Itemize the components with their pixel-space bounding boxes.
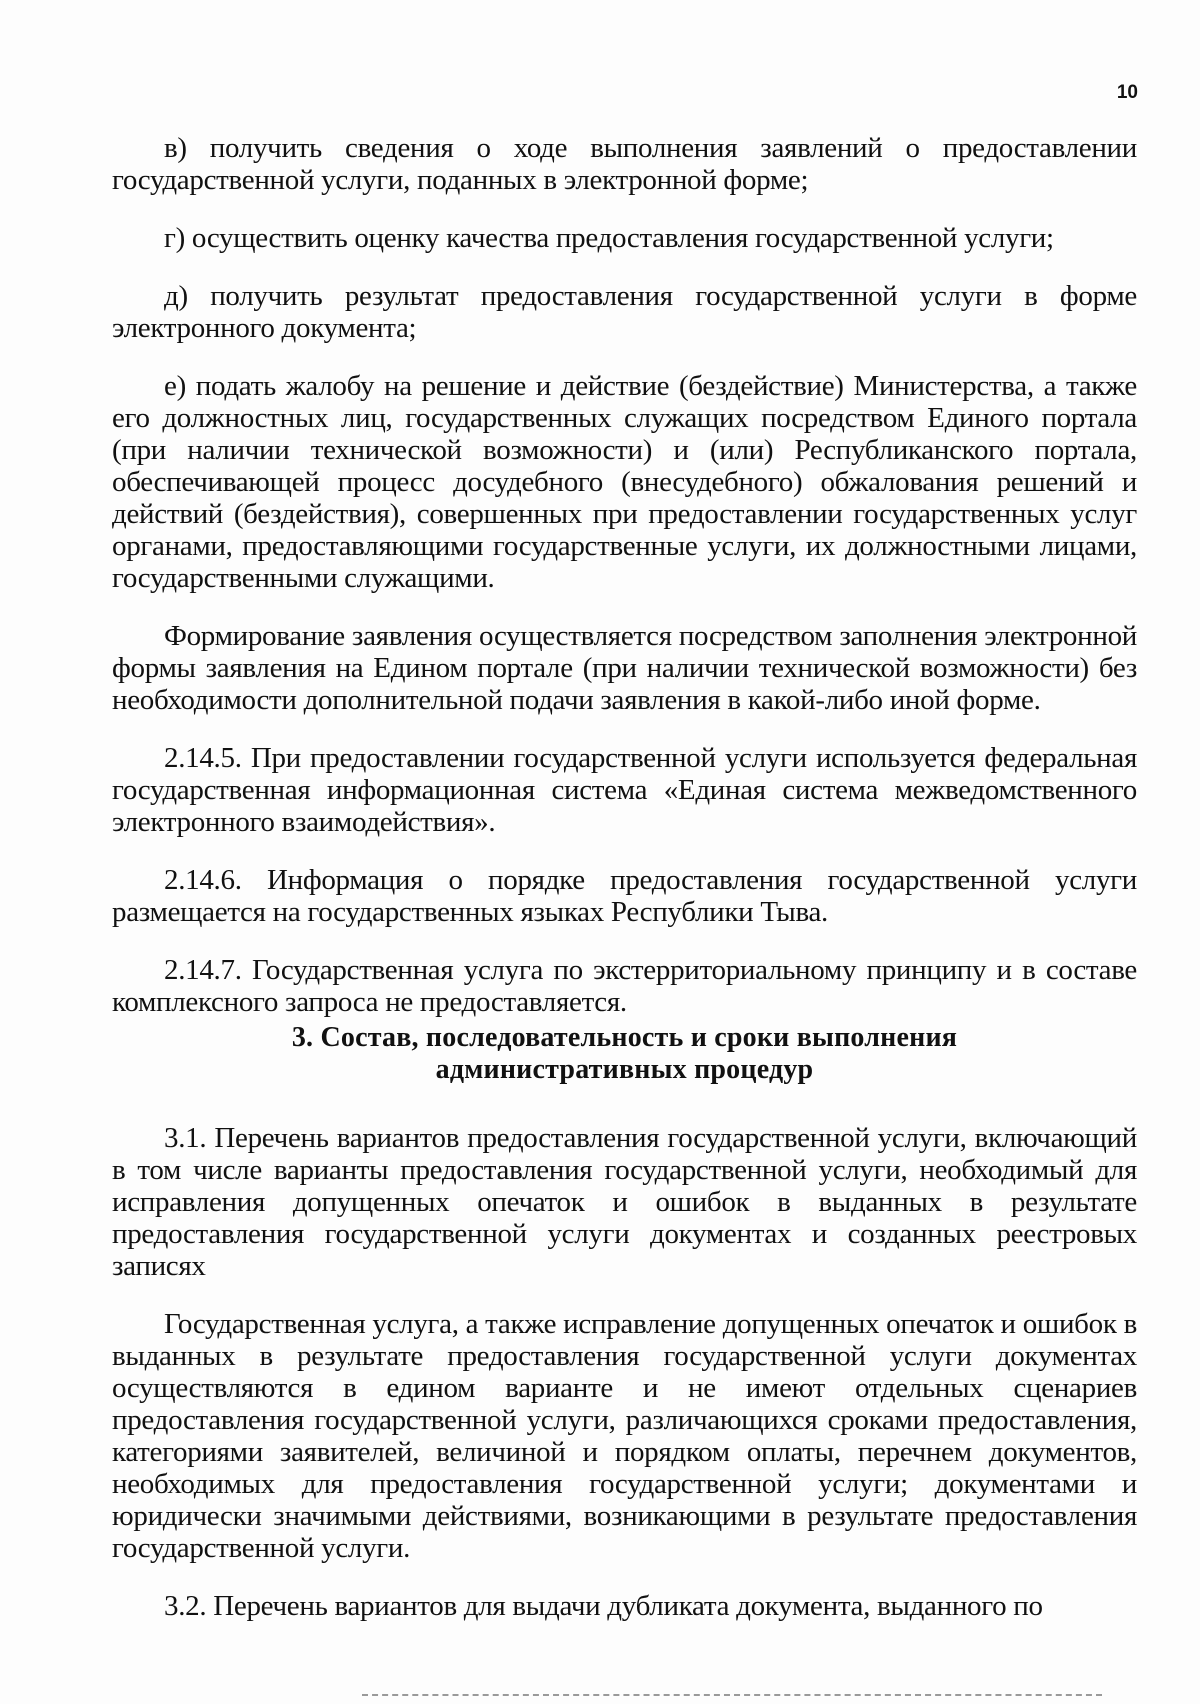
- paragraph-item-v: в) получить сведения о ходе выполнения заявлений о предоставлении государственной услуги, поданных в электронной форме;: [112, 132, 1137, 196]
- paragraph-2-14-6: 2.14.6. Информация о порядке предоставления государственной услуги размещается на государственных языках Республики Тыва.: [112, 864, 1137, 928]
- section-heading-line-1: 3. Состав, последовательность и сроки выполнения: [291, 1022, 958, 1053]
- paragraph-3-1: 3.1. Перечень вариантов предоставления государственной услуги, включающий в том числе варианты предоставления государственной услуги, необходимый для исправления допущенных опечаток и ошибок в выданных в результате предоставления государственной услуги документах и созданных реестровых записях: [112, 1122, 1137, 1282]
- paragraph-item-g: г) осуществить оценку качества предоставления государственной услуги;: [164, 222, 1054, 254]
- section-heading-line-2: административных процедур: [435, 1054, 814, 1085]
- paragraph-2-14-5: 2.14.5. При предоставлении государственной услуги используется федеральная государственная информационная система «Единая система межведомственного электронного взаимодействия».: [112, 742, 1137, 838]
- page-number: 10: [1116, 82, 1138, 103]
- paragraph-3-2: 3.2. Перечень вариантов для выдачи дубликата документа, выданного по: [164, 1590, 1043, 1622]
- paragraph-item-d: д) получить результат предоставления государственной услуги в форме электронного документа;: [112, 280, 1137, 344]
- paragraph-application-form: Формирование заявления осуществляется посредством заполнения электронной формы заявления на Едином портале (при наличии технической возможности) без необходимости дополнительной подачи заявления в какой-либо иной форме.: [112, 620, 1137, 716]
- scan-footer-line: [362, 1694, 1102, 1696]
- paragraph-item-e: е) подать жалобу на решение и действие (бездействие) Министерства, а также его должностных лиц, государственных служащих посредством Единого портала (при наличии технической возможности) и (или) Республиканского портала, обеспечивающей процесс досудебного (внесудебного) обжалования решений и действий (бездействия), совершенных при предоставлении государственных услуг органами, предоставляющими государственные услуги, их должностными лицами, государственными служащими.: [112, 370, 1137, 594]
- section-heading: [112, 1022, 1137, 1086]
- paragraph-2-14-7: 2.14.7. Государственная услуга по экстерриториальному принципу и в составе комплексного запроса не предоставляется.: [112, 954, 1137, 1018]
- paragraph-single-variant: Государственная услуга, а также исправление допущенных опечаток и ошибок в выданных в результате предоставления государственной услуги документах осуществляются в едином варианте и не имеют отдельных сценариев предоставления государственной услуги, различающихся сроками предоставления, категориями заявителей, величиной и порядком оплаты, перечнем документов, необходимых для предоставления государственной услуги; документами и юридически значимыми действиями, возникающими в результате предоставления государственной услуги.: [112, 1308, 1137, 1564]
- document-body: [112, 132, 1137, 1648]
